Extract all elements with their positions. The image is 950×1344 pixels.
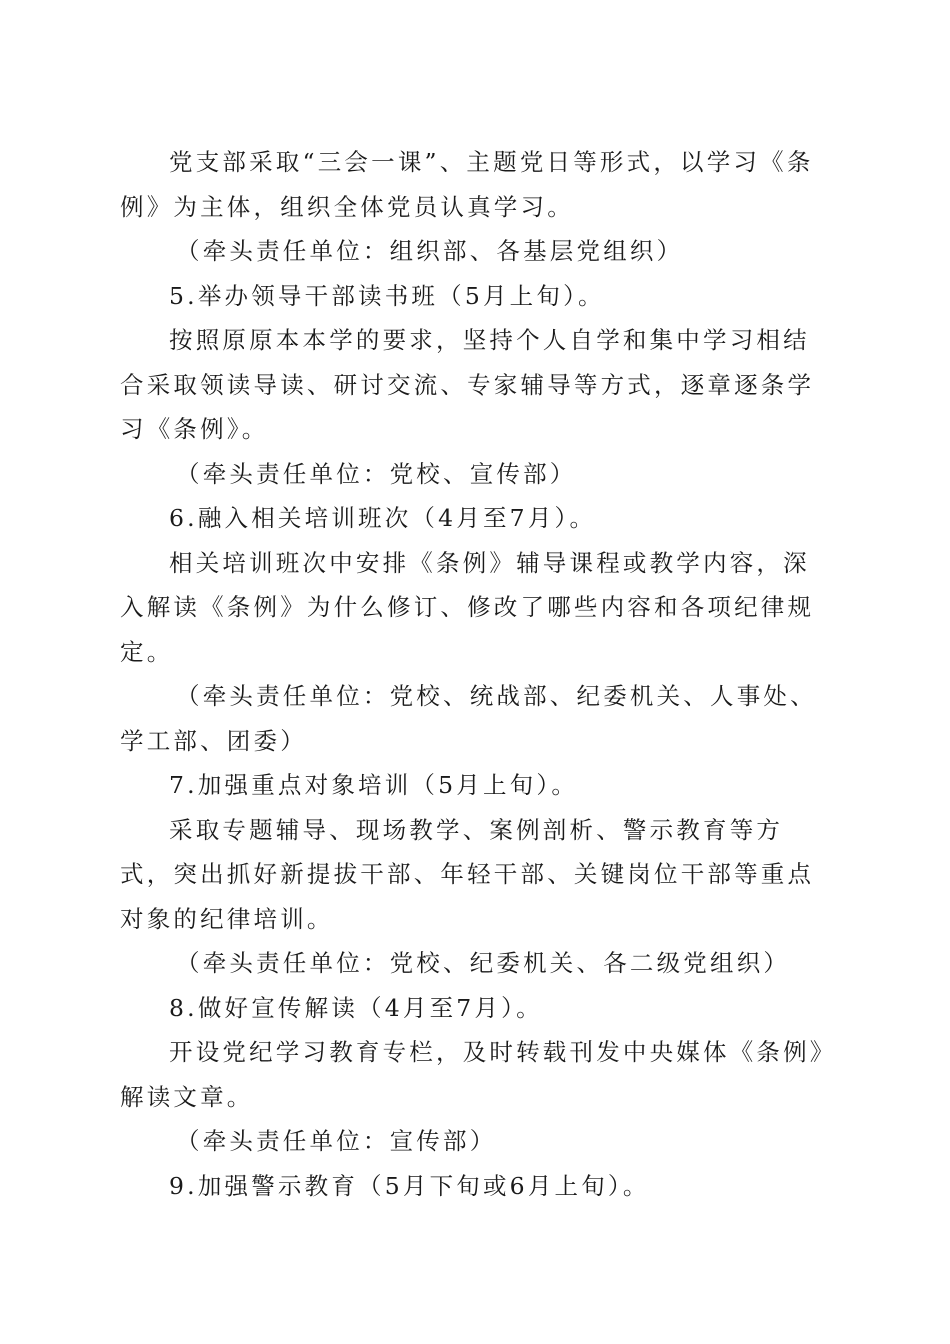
body-paragraph: 开设党纪学习教育专栏，及时转载刊发中央媒体《条例》解读文章。 (120, 1038, 825, 1111)
section-heading: 8.做好宣传解读（4月至7月）。 (169, 993, 543, 1022)
body-paragraph: 党支部采取“三会一课”、主题党日等形式，以学习《条例》为主体，组织全体党员认真学习。 (120, 148, 814, 221)
document-page (120, 140, 830, 1208)
section-heading: 9.加强警示教育（5月下旬或6月上旬）。 (169, 1171, 650, 1200)
lead-unit-note: （牵头责任单位：党校、纪委机关、各二级党组织） (176, 949, 791, 977)
body-paragraph: 相关培训班次中安排《条例》辅导课程或教学内容，深入解读《条例》为什么修订、修改了哪些内容和各项纪律规定。 (120, 548, 815, 666)
section-heading: 5.举办领导干部读书班（5月上旬）。 (169, 281, 605, 310)
section-heading: 6.融入相关培训班次（4月至7月）。 (169, 504, 597, 532)
body-paragraph: 按照原原本本学的要求，坚持个人自学和集中学习相结合采取领读导读、研讨交流、专家辅导等方式，逐章逐条学习《条例》。 (120, 326, 815, 443)
lead-unit-note: （牵头责任单位：组织部、各基层党组织） (176, 237, 684, 265)
lead-unit-note: （牵头责任单位：宣传部） (176, 1127, 497, 1155)
section-heading: 7.加强重点对象培训（5月上旬）。 (169, 771, 579, 799)
body-paragraph: 采取专题辅导、现场教学、案例剖析、警示教育等方式，突出抓好新提拔干部、年轻干部、关键岗位干部等重点对象的纪律培训。 (120, 815, 815, 933)
lead-unit-note: （牵头责任单位：党校、宣传部） (176, 459, 577, 488)
lead-unit-note: （牵头责任单位：党校、统战部、纪委机关、人事处、学工部、团委） (120, 682, 817, 755)
